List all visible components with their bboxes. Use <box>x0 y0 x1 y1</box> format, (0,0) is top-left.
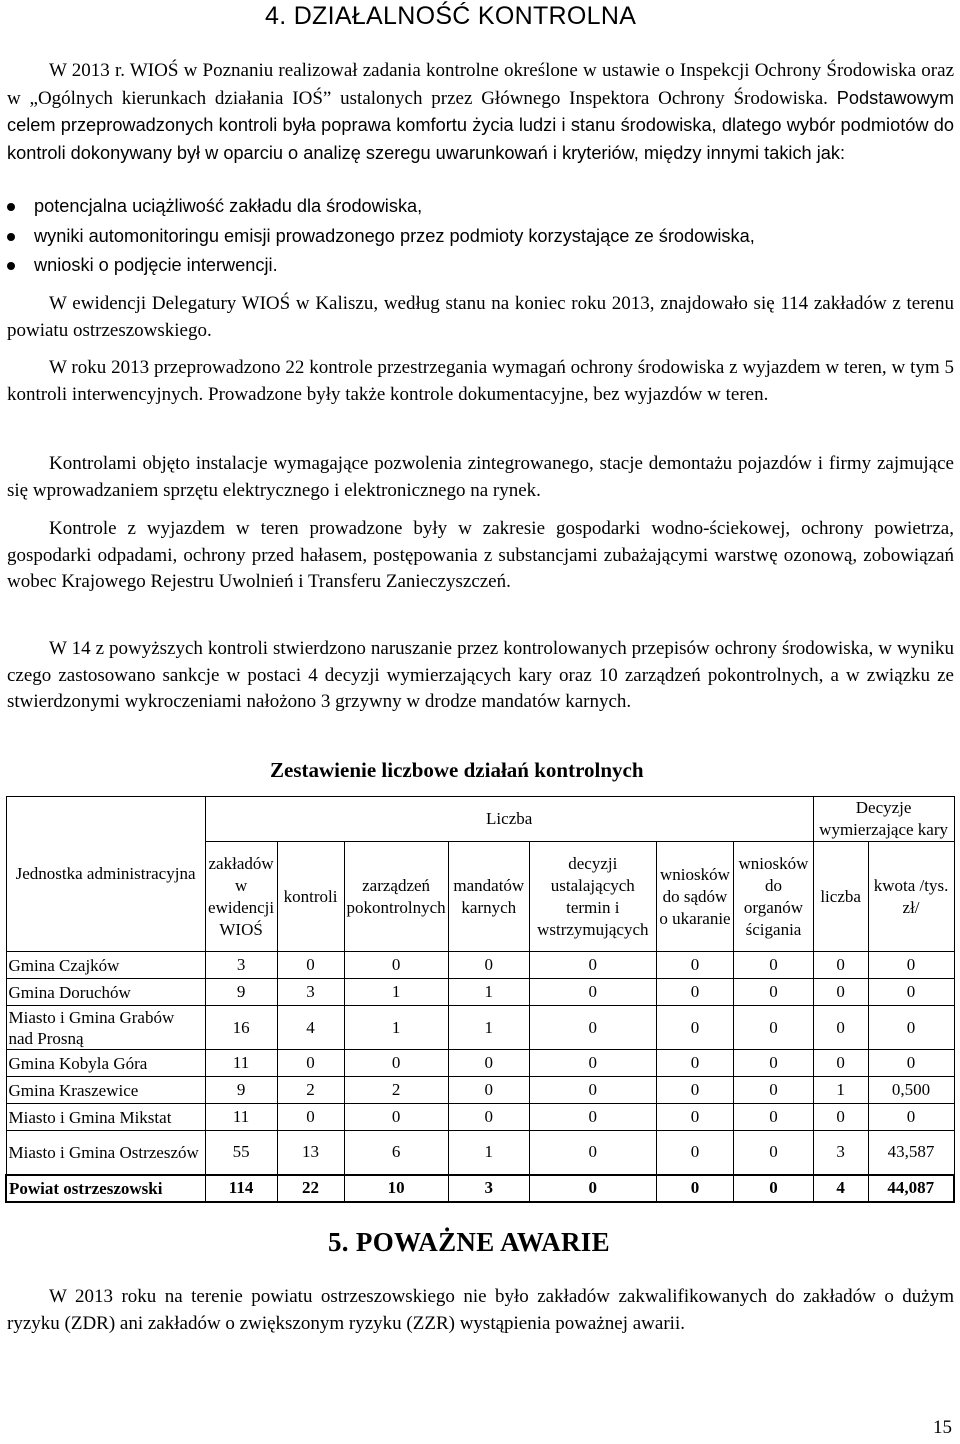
table-row <box>6 952 954 979</box>
paragraph-violations: W 14 z powyższych kontroli stwierdzono naruszanie przez kontrolowanych przepisów ochrony środowiska, w wyniku czego zastosowano sankcje w postaci 4 decyzji wymierzających kary oraz 10 zarządzeń pokontrolnych, a w związku ze stwierdzonymi wykroczeniami nałożono 3 grzywny w drodze mandatów karnych. <box>7 638 954 712</box>
value-cell: 6 <box>344 1131 448 1175</box>
value-cell: 0 <box>734 952 813 979</box>
header-group-fines: Decyzje wymierzające kary <box>813 797 954 842</box>
value-cell: 0 <box>813 1050 868 1077</box>
unit-name-cell: Miasto i Gmina Ostrzeszów <box>6 1131 205 1175</box>
value-cell: 3 <box>205 952 277 979</box>
value-cell: 0 <box>868 952 954 979</box>
unit-name-cell: Miasto i Gmina Mikstat <box>6 1104 205 1131</box>
value-cell: 11 <box>205 1104 277 1131</box>
value-cell: 10 <box>344 1175 448 1202</box>
value-cell: 4 <box>277 1006 344 1050</box>
value-cell: 0 <box>813 1006 868 1050</box>
value-cell: 9 <box>205 1077 277 1104</box>
table-row <box>6 979 954 1006</box>
intro-serif-text: W 2013 r. WIOŚ w Poznaniu realizował zadania kontrolne określone w ustawie o Inspekcji Ochrony Środowiska oraz w „Ogólnych kierunkach działania IOŚ” ustalonych przez Głównego Inspektora Ochrony Środowiska. <box>7 60 954 109</box>
value-cell: 22 <box>277 1175 344 1202</box>
value-cell: 0,500 <box>868 1077 954 1104</box>
table-caption: Zestawienie liczbowe działań kontrolnych <box>270 758 644 782</box>
header-orders: zarządzeń pokontrolnych <box>344 842 448 952</box>
value-cell: 0 <box>529 952 656 979</box>
value-cell: 0 <box>734 1131 813 1175</box>
section-4-intro <box>7 58 954 167</box>
value-cell: 1 <box>344 1006 448 1050</box>
value-cell: 114 <box>205 1175 277 1202</box>
value-cell: 2 <box>277 1077 344 1104</box>
value-cell: 3 <box>813 1131 868 1175</box>
paragraph-plants-count: W ewidencji Delegatury WIOŚ w Kaliszu, według stanu na koniec roku 2013, znajdowało się 114 zakładów z terenu powiatu ostrzeszowskiego. <box>7 293 954 341</box>
value-cell: 0 <box>344 1104 448 1131</box>
bullet-icon <box>7 203 15 211</box>
control-stats-table <box>5 796 955 1203</box>
value-cell: 44,087 <box>868 1175 954 1202</box>
table-row <box>6 1104 954 1131</box>
table-row <box>6 1077 954 1104</box>
value-cell: 11 <box>205 1050 277 1077</box>
value-cell: 0 <box>344 1050 448 1077</box>
value-cell: 0 <box>277 1104 344 1131</box>
value-cell: 55 <box>205 1131 277 1175</box>
unit-name-cell: Miasto i Gmina Grabów nad Prosną <box>6 1006 205 1050</box>
value-cell: 43,587 <box>868 1131 954 1175</box>
bullet-icon <box>7 262 15 270</box>
value-cell: 0 <box>448 1050 529 1077</box>
paragraph-installations: Kontrolami objęto instalacje wymagające pozwolenia zintegrowanego, stacje demontażu pojazdów i firmy zajmujące się wprowadzaniem sprzętu elektrycznego i elektronicznego na rynek. <box>7 453 954 501</box>
intro-sans-text: Podstawowym celem przeprowadzonych kontroli była poprawa komfortu życia ludzi i stanu środowiska, dlatego wybór podmiotów do kontroli dokonywany był w oparciu o analizę szeregu uwarunkowań i kryteriów, między innymi takich jak: <box>7 87 955 163</box>
value-cell: 1 <box>813 1077 868 1104</box>
value-cell: 1 <box>448 1131 529 1175</box>
paragraph-scope: Kontrole z wyjazdem w teren prowadzone były w zakresie gospodarki wodno-ściekowej, ochrony powietrza, gospodarki odpadami, ochrony przed hałasem, postępowania z substancjami zubażającymi warstwę ozonową, zobowiązań wobec Krajowego Rejestru Uwolnień i Transferu Zanieczyszczeń. <box>7 518 954 592</box>
header-plants: zakładów w ewidencji WIOŚ <box>205 842 277 952</box>
unit-name-cell: Gmina Kobyla Góra <box>6 1050 205 1077</box>
list-item: potencjalna uciążliwość zakładu dla środowiska, <box>7 192 755 222</box>
value-cell: 0 <box>813 952 868 979</box>
value-cell: 0 <box>529 1050 656 1077</box>
value-cell: 0 <box>813 979 868 1006</box>
header-controls: kontroli <box>277 842 344 952</box>
value-cell: 3 <box>448 1175 529 1202</box>
value-cell: 2 <box>344 1077 448 1104</box>
unit-name-cell: Powiat ostrzeszowski <box>6 1175 205 1202</box>
unit-name-cell: Gmina Doruchów <box>6 979 205 1006</box>
value-cell: 0 <box>868 1104 954 1131</box>
section-4-title: 4. DZIAŁALNOŚĆ KONTROLNA <box>265 2 637 30</box>
unit-name-cell: Gmina Czajków <box>6 952 205 979</box>
value-cell: 0 <box>656 1050 734 1077</box>
value-cell: 0 <box>656 1104 734 1131</box>
header-fines-count: liczba <box>813 842 868 952</box>
value-cell: 0 <box>734 979 813 1006</box>
value-cell: 0 <box>734 1175 813 1202</box>
value-cell: 3 <box>277 979 344 1006</box>
value-cell: 0 <box>734 1077 813 1104</box>
list-item: wnioski o podjęcie interwencji. <box>7 251 755 281</box>
table-row <box>6 1131 954 1175</box>
value-cell: 0 <box>868 1006 954 1050</box>
table-row <box>6 1050 954 1077</box>
value-cell: 16 <box>205 1006 277 1050</box>
value-cell: 0 <box>529 1175 656 1202</box>
list-item: wyniki automonitoringu emisji prowadzonego przez podmioty korzystające ze środowiska, <box>7 222 755 252</box>
value-cell: 0 <box>277 952 344 979</box>
header-fines-amount: kwota /tys. zł/ <box>868 842 954 952</box>
value-cell: 0 <box>344 952 448 979</box>
value-cell: 0 <box>656 979 734 1006</box>
value-cell: 0 <box>448 1104 529 1131</box>
value-cell: 0 <box>656 1131 734 1175</box>
header-group-count: Liczba <box>205 797 813 842</box>
value-cell: 0 <box>813 1104 868 1131</box>
value-cell: 0 <box>277 1050 344 1077</box>
value-cell: 0 <box>448 1077 529 1104</box>
paragraph-major-accidents: W 2013 roku na terenie powiatu ostrzeszowskiego nie było zakładów zakwalifikowanych do zakładów o dużym ryzyku (ZDR) ani zakładów o zwiększonym ryzyku (ZZR) wystąpienia poważnej awarii. <box>7 1286 954 1334</box>
unit-name-cell: Gmina Kraszewice <box>6 1077 205 1104</box>
bullet-icon <box>7 233 15 241</box>
value-cell: 0 <box>529 979 656 1006</box>
section-5-title: 5. POWAŻNE AWARIE <box>328 1227 610 1257</box>
value-cell: 9 <box>205 979 277 1006</box>
header-motions-court: wniosków do sądów o ukaranie <box>656 842 734 952</box>
value-cell: 0 <box>529 1006 656 1050</box>
table-total-row <box>6 1175 954 1202</box>
value-cell: 0 <box>656 1077 734 1104</box>
value-cell: 1 <box>344 979 448 1006</box>
value-cell: 0 <box>448 952 529 979</box>
value-cell: 4 <box>813 1175 868 1202</box>
value-cell: 0 <box>656 952 734 979</box>
page-number: 15 <box>933 1417 952 1438</box>
header-unit: Jednostka administracyjna <box>6 797 205 952</box>
value-cell: 0 <box>656 1006 734 1050</box>
table-body <box>6 952 954 1202</box>
header-motions-prosecution: wniosków do organów ścigania <box>734 842 813 952</box>
value-cell: 0 <box>529 1077 656 1104</box>
value-cell: 0 <box>529 1104 656 1131</box>
value-cell: 0 <box>868 979 954 1006</box>
value-cell: 1 <box>448 979 529 1006</box>
paragraph-controls-count: W roku 2013 przeprowadzono 22 kontrole przestrzegania wymagań ochrony środowiska z wyjazdem w teren, w tym 5 kontroli interwencyjnych. Prowadzone były także kontrole dokumentacyjne, bez wyjazdów w teren. <box>7 357 954 405</box>
value-cell: 1 <box>448 1006 529 1050</box>
table-row <box>6 1006 954 1050</box>
value-cell: 0 <box>529 1131 656 1175</box>
value-cell: 0 <box>734 1104 813 1131</box>
header-tickets: mandatów karnych <box>448 842 529 952</box>
header-decisions: decyzji ustalających termin i wstrzymujących <box>529 842 656 952</box>
criteria-list <box>7 192 755 281</box>
value-cell: 0 <box>656 1175 734 1202</box>
value-cell: 0 <box>734 1006 813 1050</box>
value-cell: 0 <box>868 1050 954 1077</box>
value-cell: 0 <box>734 1050 813 1077</box>
value-cell: 13 <box>277 1131 344 1175</box>
